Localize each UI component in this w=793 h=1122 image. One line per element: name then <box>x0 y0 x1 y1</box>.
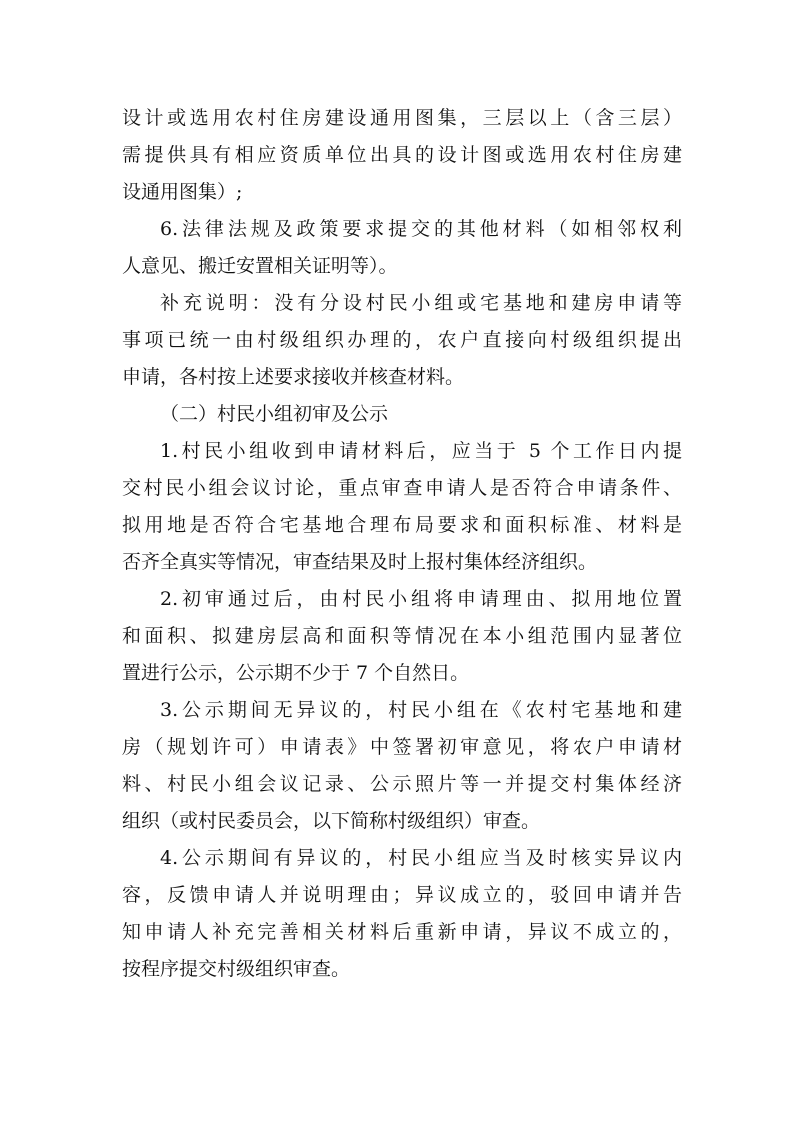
text-line: 4.公示期间有异议的，村民小组应当及时核实异议内 <box>160 847 682 869</box>
text-line: 6.法律法规及政策要求提交的其他材料（如相邻权利 <box>160 218 682 240</box>
text-line: 3.公示期间无异议的，村民小组在《农村宅基地和建 <box>160 699 682 721</box>
text-line: 和面积、拟建房层高和面积等情况在本小组范围内显著位 <box>122 625 682 647</box>
text-line: 置进行公示，公示期不少于 7 个自然日。 <box>122 662 470 684</box>
text-line: 组织（或村民委员会，以下简称村级组织）审查。 <box>122 810 541 832</box>
text-line: 需提供具有相应资质单位出具的设计图或选用农村住房建 <box>122 144 682 166</box>
text-line: 申请，各村按上述要求接收并核查材料。 <box>122 366 465 388</box>
text-line: 设计或选用农村住房建设通用图集，三层以上（含三层） <box>122 107 682 129</box>
text-line: 房（规划许可）申请表》中签署初审意见，将农户申请材 <box>122 736 682 758</box>
text-line: 否齐全真实等情况，审查结果及时上报村集体经济组织。 <box>122 551 598 573</box>
text-line: 1.村民小组收到申请材料后，应当于 5 个工作日内提 <box>160 440 682 462</box>
text-line: 料、村民小组会议记录、公示照片等一并提交村集体经济 <box>122 773 682 795</box>
text-line: 补充说明：没有分设村民小组或宅基地和建房申请等 <box>160 292 682 314</box>
document-body <box>122 100 682 988</box>
text-line: 交村民小组会议讨论，重点审查申请人是否符合申请条件、 <box>122 477 682 499</box>
text-line: 事项已统一由村级组织办理的，农户直接向村级组织提出 <box>122 329 682 351</box>
text-line: 知申请人补充完善相关材料后重新申请，异议不成立的， <box>122 921 682 943</box>
text-line: 拟用地是否符合宅基地合理布局要求和面积标准、材料是 <box>122 514 682 536</box>
text-line: 容，反馈申请人并说明理由；异议成立的，驳回申请并告 <box>122 884 682 906</box>
text-line: 2.初审通过后，由村民小组将申请理由、拟用地位置 <box>160 588 682 610</box>
section-heading: （二）村民小组初审及公示 <box>160 403 389 425</box>
text-line: 按程序提交村级组织审查。 <box>122 958 351 980</box>
text-line: 设通用图集）; <box>122 181 243 203</box>
text-line: 人意见、搬迁安置相关证明等）。 <box>122 255 398 277</box>
